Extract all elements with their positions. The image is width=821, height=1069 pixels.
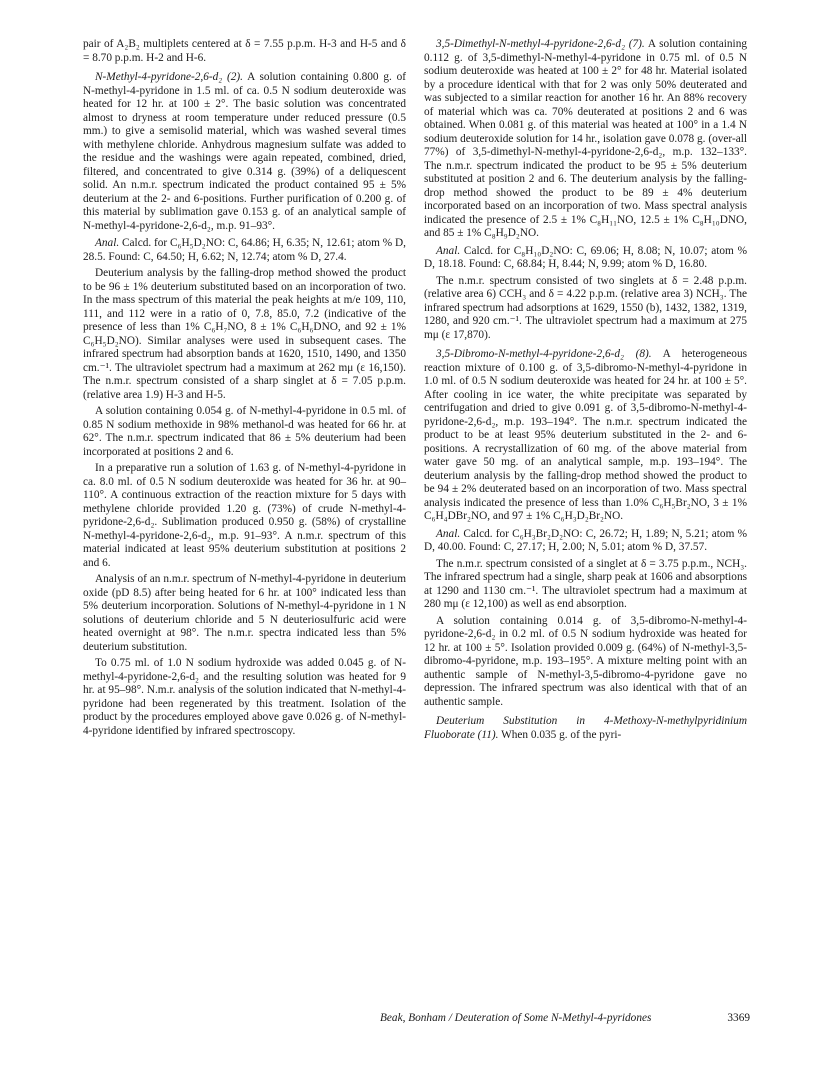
- paragraph: Deuterium analysis by the falling-drop method showed the product to be 96 ± 1% deuterium substituted based on an incorporation of two. In the mass spectrum of this material the peak heights at m/e 109, 110, 111, and 112 were in a ratio of 0, 7.8, 85.0, 7.2 (indicative of the presence of less than 1% C₆H₇NO, 8 ± 1% C₆H₆DNO, and 92 ± 1% C₆H₅D₂NO). Similar analyses were used in subsequent cases. The infrared spectrum had absorption bands at 1620, 1510, 1490, and 1350 cm.⁻¹. The ultraviolet spectrum had a maximum at 262 mμ (ε 16,150). The n.m.r. spectrum consisted of a sharp singlet at δ = 7.05 p.p.m. (relative area 1.9) H-3 and H-5.: [83, 267, 406, 401]
- paragraph: [424, 528, 747, 555]
- paragraph: pair of A₂B₂ multiplets centered at δ = 7.55 p.p.m. H-3 and H-5 and δ = 8.70 p.p.m. H-2 and H-6.: [83, 38, 406, 64]
- paragraph: [83, 237, 406, 264]
- section-heading: Deuterium Substitution in 4-Methoxy-N-methylpyridinium Fluoborate (11).: [424, 715, 747, 741]
- page-number: 3369: [727, 1012, 750, 1024]
- paragraph-text: A solution containing 0.800 g. of N-methyl-4-pyridone in 1.5 ml. of ca. 0.5 N sodium deuteroxide was heated for 12 hr. at 100 ± 2°. The basic solution was concentrated almost to dryness at room temperature under reduced pressure (0.5 mm.) to give a semisolid material, which was washed several times with methylene chloride. Anhydrous magnesium sulfate was added to the residue and the washings were again repeated, combined, dried, filtered, and concentrated to give 0.314 g. (39%) of a deliquescent solid. An n.m.r. spectrum indicated the product contained 95 ± 5% deuterium at the 2- and 6-positions. Further purification of 0.200 g. of this material by sublimation gave 0.153 g. of an analytical sample of N-methyl-4-pyridone-2,6-d₂, m.p. 91–93°.: [83, 71, 406, 232]
- section-heading: 3,5-Dibromo-N-methyl-4-pyridone-2,6-d₂ (8).: [436, 348, 652, 360]
- section-heading: 3,5-Dimethyl-N-methyl-4-pyridone-2,6-d₂ (7).: [436, 38, 645, 50]
- right-column: [424, 38, 747, 745]
- paragraph: [424, 38, 747, 241]
- paragraph-text: Calcd. for C₆H₃Br₂D₂NO: C, 26.72; H, 1.89; N, 5.21; atom % D, 40.00. Found: C, 27.17; H, 2.00; N, 5.01; atom % D, 37.57.: [424, 527, 747, 553]
- analysis-label: Anal.: [436, 244, 461, 257]
- analysis-label: Anal.: [95, 237, 120, 249]
- paragraph: A solution containing 0.014 g. of 3,5-dibromo-N-methyl-4-pyridone-2,6-d₂ in 0.2 ml. of 0.5 N sodium hydroxide was heated for 12 hr. at 100 ± 5°. Isolation provided 0.009 g. (64%) of N-methyl-3,5-dibromo-4-pyridone, m.p. 193–195°. A mixture melting point with an authentic sample of N-methyl-3,5-dibromo-4-pyridone gave no depression. The infrared spectrum was also identical with that of an authentic sample.: [424, 614, 747, 708]
- paragraph: [83, 71, 406, 233]
- paragraph-text: When 0.035 g. of the pyri-: [498, 728, 622, 741]
- paragraph-text: A heterogeneous reaction mixture of 0.100 g. of 3,5-dibromo-N-methyl-4-pyridone in 1.0 ml. of 0.5 N sodium deuteroxide was heated for 24 hr. at 100 ± 5°. After cooling in ice water, the white precipitate was separated by centrifugation and dried to give 0.091 g. of 3,5-dibromo-N-methyl-4-pyridone-2,6-d₂, m.p. 193–194°. The n.m.r. spectrum indicated the product to be at least 95% deuterium substituted in the 2- and 6-positions. A recrystallization of 60 mg. of the above material from water gave 50 mg. of an analytical sample, m.p. 193–194°. The deuterium analysis by the falling-drop method showed the product to be 94 ± 2% deuterated based on an incorporation of two. Mass spectral analysis indicated the presence of less than 1.0% C₆H₅Br₂NO, 3 ± 1% C₆H₄DBr₂NO, and 97 ± 1% C₆H₃D₂Br₂NO.: [424, 348, 747, 522]
- paragraph: The n.m.r. spectrum consisted of a singlet at δ = 3.75 p.p.m., NCH₃. The infrared spectrum had a single, sharp peak at 1606 and absorptions at 1290 and 1130 cm.⁻¹. The ultraviolet spectrum had a maximum at 280 mμ (ε 12,100) as well as end absorption.: [424, 557, 747, 610]
- paragraph: The n.m.r. spectrum consisted of two singlets at δ = 2.48 p.p.m. (relative area 6) CCH₃ and δ = 4.22 p.p.m. (relative area 3) NCH₃. The infrared spectrum had adsorptions at 1629, 1550 (b), 1432, 1382, 1319, 1280, and 920 cm.⁻¹. The ultraviolet spectrum had a maximum at 275 mμ (ε 17,870).: [424, 274, 747, 341]
- paragraph: [424, 245, 747, 272]
- paragraph: [424, 715, 747, 742]
- paragraph: To 0.75 ml. of 1.0 N sodium hydroxide was added 0.045 g. of N-methyl-4-pyridone-2,6-d₂ and the resulting solution was heated for 9 hr. at 95–98°. N.m.r. analysis of the solution indicated that N-methyl-4-pyridone had been regenerated by this treatment. Isolation of the product by the procedures employed above gave 0.026 g. of N-methyl-4-pyridone identified by infrared spectroscopy.: [83, 657, 406, 737]
- running-head: Beak, Bonham / Deuteration of Some N-Methyl-4-pyridones: [380, 1012, 652, 1024]
- paragraph-text: Calcd. for C₆H₅D₂NO: C, 64.86; H, 6.35; N, 12.61; atom % D, 28.5. Found: C, 64.50; H, 6.62; N, 12.74; atom % D, 27.4.: [83, 237, 406, 263]
- paragraph-text: Calcd. for C₈H₁₀D₂NO: C, 69.06; H, 8.08; N, 10.07; atom % D, 18.18. Found: C, 68.84; H, 8.44; N, 9.99; atom % D, 16.80.: [424, 244, 747, 270]
- left-column: [83, 38, 406, 741]
- paragraph: Analysis of an n.m.r. spectrum of N-methyl-4-pyridone in deuterium oxide (pD 8.5) after being heated for 6 hr. at 100° indicated less than 5% deuterium incorporation. Solutions of N-methyl-4-pyridone in 1 N solutions of deuterium chloride and 5 N deuteriosulfuric acid were heated overnight at 98°. The n.m.r. spectra indicated less than 5% deuterium substitution.: [83, 573, 406, 653]
- paragraph: A solution containing 0.054 g. of N-methyl-4-pyridone in 0.5 ml. of 0.85 N sodium methoxide in 98% methanol-d was heated for 66 hr. at 62°. The n.m.r. spectrum indicated that 86 ± 5% deuterium had been incorporated at positions 2 and 6.: [83, 405, 406, 458]
- paragraph: [424, 348, 747, 524]
- analysis-label: Anal.: [436, 527, 461, 540]
- paragraph: In a preparative run a solution of 1.63 g. of N-methyl-4-pyridone in ca. 8.0 ml. of 0.5 N sodium deuteroxide was heated for 36 hr. at 90–110°. A continuous extraction of the reaction mixture for 5 days with methylene chloride provided 1.20 g. (73%) of crude N-methyl-4-pyridone-2,6-d₂. Sublimation produced 0.950 g. (58%) of crystalline N-methyl-4-pyridone-2,6-d₂, m.p. 91–93°. A n.m.r. spectrum of this material indicated at least 95% deuterium substitution at positions 2 and 6.: [83, 462, 406, 569]
- section-heading: N-Methyl-4-pyridone-2,6-d₂ (2).: [95, 71, 243, 83]
- paragraph-text: A solution containing 0.112 g. of 3,5-dimethyl-N-methyl-4-pyridone in 0.75 ml. of 0.5 N sodium deuteroxide was heated at 100 ± 2° for 48 hr. Material isolated by a procedure identical with that for 2 was only 50% deuterated and was subjected to a similar reaction for another 16 hr. An 88% recovery of material which was ca. 70% deuterated at positions 2 and 6 was obtained. When 0.081 g. of this material was heated at 100° in a 1.4 N sodium deuteroxide solution for 14 hr., isolation gave 0.078 g. (over-all 77%) of 3,5-dimethyl-N-methyl-4-pyridone-2,6-d₂, m.p. 132–133°. The n.m.r. spectrum indicated the product to be 95 ± 5% deuterium substituted at position 2 and 6. The deuterium analysis by the falling-drop method showed the product to be 89 ± 4% deuterium incorporated based on an incorporation of two. Mass spectral analysis indicated the presence of 2.5 ± 1% C₈H₁₁NO, 12.5 ± 1% C₈H₁₀DNO, and 85 ± 1% C₈H₉D₂NO.: [424, 38, 747, 239]
- page-footer: [380, 1011, 750, 1025]
